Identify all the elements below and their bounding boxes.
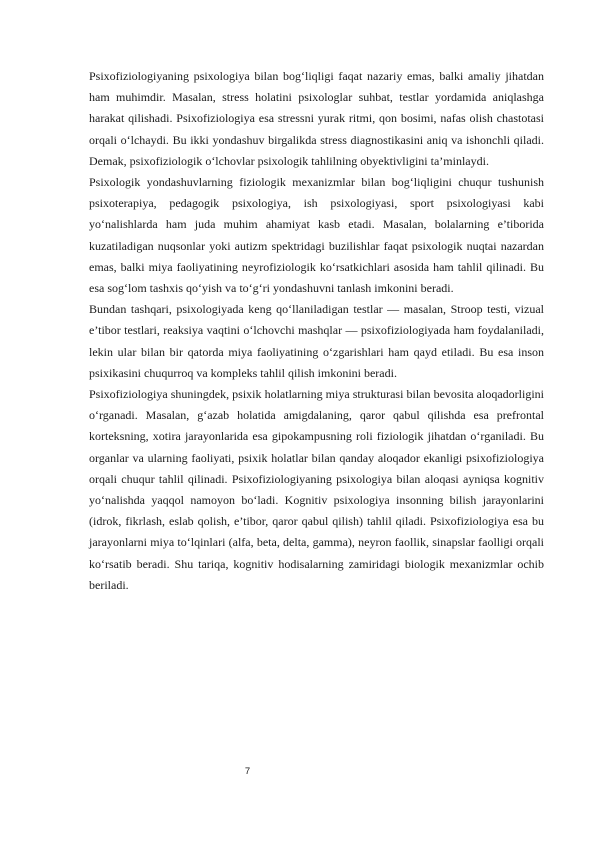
page-number-footer — [0, 766, 595, 777]
paragraph: Psixofiziologiya shuningdek, psixik holatlarning miya strukturasi bilan bevosita aloqadorligini o‘rganadi. Masalan, g‘azab holatida amigdalaning, qaror qabul qilishda esa prefrontal korteksning, xotira jarayonlarida esa gipokampusning roli fiziologik jihatdan o‘rganiladi. Bu organlar va ularning faoliyati, psixik holatlar bilan qanday aloqador ekanligi psixofiziologiya orqali chuqur tahlil qilinadi. Psixofiziologiyaning psixologiya bilan aloqasi ayniqsa kognitiv yo‘nalishda yaqqol namoyon bo‘ladi. Kognitiv psixologiya insonning bilish jarayonlarini (idrok, fikrlash, eslab qolish, e’tibor, qaror qabul qilish) tahlil qiladi. Psixofiziologiya esa bu jarayonlarni miya to‘lqinlari (alfa, beta, delta, gamma), neyron faollik, sinapslar faolligi orqali ko‘rsatib beradi. Shu tariqa, kognitiv hodisalarning zamiridagi biologik mexanizmlar ochib beriladi. — [89, 387, 544, 592]
paragraph: Psixofiziologiyaning psixologiya bilan bog‘liqligi faqat nazariy emas, balki amaliy jihatdan ham muhimdir. Masalan, stress holatini psixologlar suhbat, testlar yordamida aniqlashga harakat qilishadi. Psixofiziologiya esa stressni yurak ritmi, qon bosimi, nafas olish chastotasi orqali o‘lchaydi. Bu ikki yondashuv birgalikda stress diagnostikasini aniq va ishonchli qiladi. Demak, psixofiziologik o‘lchovlar psixologik tahlilning obyektivligini ta’minlaydi. — [89, 69, 544, 168]
document-body — [89, 66, 544, 596]
page-number: 7 — [244, 766, 251, 777]
paragraph: Psixologik yondashuvlarning fiziologik mexanizmlar bilan bog‘liqligini chuqur tushunish psixoterapiya, pedagogik psixologiya, ish psixologiyasi, sport psixologiyasi kabi yo‘nalishlarda ham juda muhim ahamiyat kasb etadi. Masalan, bolalarning e’tiborida kuzatiladigan nuqsonlar yoki autizm spektridagi buzilishlar faqat psixologik nuqtai nazardan emas, balki miya faoliyatining neyrofiziologik ko‘rsatkichlari asosida ham tahlil qilinadi. Bu esa sog‘lom tashxis qo‘yish va to‘g‘ri yondashuvni tanlash imkonini beradi. — [89, 175, 544, 296]
paragraph: Bundan tashqari, psixologiyada keng qo‘llaniladigan testlar — masalan, Stroop testi, vizual e’tibor testlari, reaksiya vaqtini o‘lchovchi mashqlar — psixofiziologiyada ham foydalaniladi, lekin ular bilan bir qatorda miya faoliyatining o‘zgarishlari ham qayd etiladi. Bu esa inson psixikasini chuqurroq va kompleks tahlil qilish imkonini beradi. — [89, 302, 544, 380]
